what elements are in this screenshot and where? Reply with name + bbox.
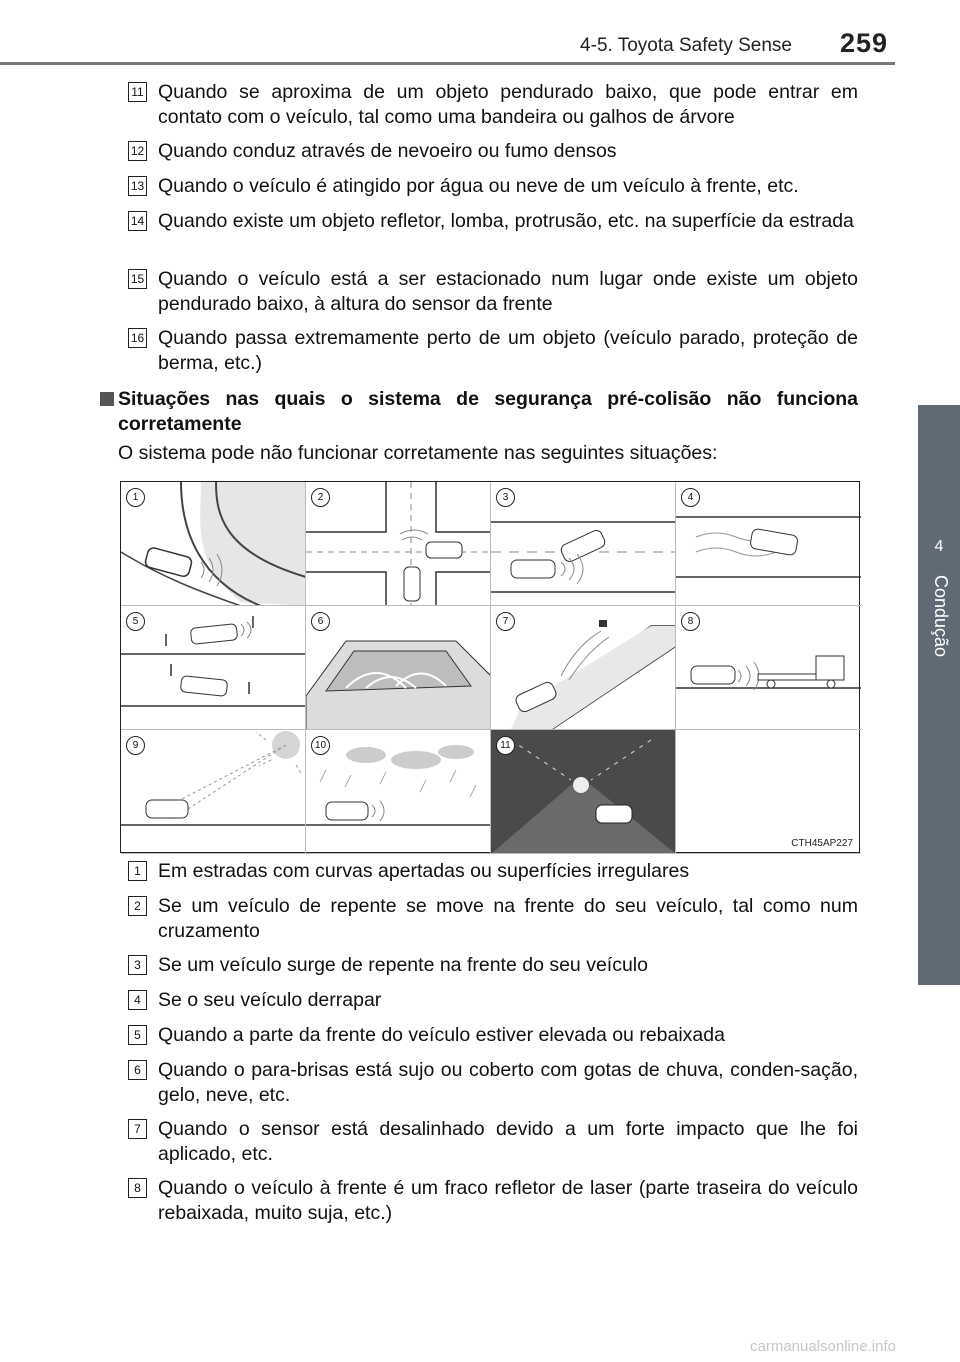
item-text: Quando se aproxima de um objeto pendurado baixo, que pode entrar em contato com o veículo, tal como uma bandeira ou galhos de árvore (158, 81, 858, 128)
panel-rain (306, 730, 491, 854)
item-number: 12 (128, 141, 147, 161)
item-number: 5 (128, 1025, 147, 1045)
item-text: Quando conduz através de nevoeiro ou fumo densos (158, 140, 617, 162)
item-text: Quando o veículo está a ser estacionado num lugar onde existe um objeto pendurado baixo, à altura do sensor da frente (158, 268, 858, 315)
panel-tunnel (491, 730, 676, 854)
panel-number: 11 (496, 736, 515, 755)
item-text: Se um veículo surge de repente na frente do seu veículo (158, 954, 648, 976)
list-item (128, 1058, 858, 1108)
list-item (128, 267, 858, 317)
item-text: Quando o veículo é atingido por água ou neve de um veículo à frente, etc. (158, 175, 799, 197)
item-number: 7 (128, 1119, 147, 1139)
list-item (128, 174, 858, 199)
chapter-label-wrap (923, 575, 955, 725)
panel-number: 6 (311, 612, 330, 631)
sharp-curve-illustration (121, 482, 306, 606)
panel-sun-glare (121, 730, 306, 854)
panel-number: 4 (681, 488, 700, 507)
square-bullet-icon (100, 392, 114, 406)
sensor-misaligned-illustration (491, 606, 676, 730)
section-heading (100, 387, 858, 437)
list-item (128, 1023, 858, 1048)
tunnel-illustration (491, 730, 676, 854)
list-item (128, 894, 858, 944)
item-number: 16 (128, 328, 147, 348)
page-number: 259 (839, 28, 888, 58)
skid-illustration (676, 482, 861, 606)
item-text: Se um veículo de repente se move na frente do seu veículo, tal como num cruzamento (158, 895, 858, 942)
panel-weak-reflector (676, 606, 861, 730)
chapter-label: Condução (931, 575, 951, 658)
panel-sharp-curve (121, 482, 306, 606)
panel-intersection (306, 482, 491, 606)
page-header (0, 22, 960, 62)
item-text: Quando o para-brisas está sujo ou coberto com gotas de chuva, conden-sação, gelo, neve, etc. (158, 1059, 858, 1106)
panel-number: 8 (681, 612, 700, 631)
weak-reflector-illustration (676, 606, 861, 730)
section-heading-text: Situações nas quais o sistema de segurança pré-colisão não funciona corretamente (118, 388, 858, 435)
rain-illustration (306, 730, 491, 854)
panel-cut-in (491, 482, 676, 606)
panel-front-raised (121, 606, 306, 730)
panel-number: 3 (496, 488, 515, 507)
watermark: carmanualsonline.info (750, 1338, 896, 1355)
section-intro: O sistema pode não funcionar corretamente nas seguintes situações: (118, 442, 718, 464)
list-item (128, 326, 858, 376)
item-text: Quando a parte da frente do veículo estiver elevada ou rebaixada (158, 1024, 725, 1046)
panel-number: 1 (126, 488, 145, 507)
section-title: 4-5. Toyota Safety Sense (580, 35, 792, 56)
list-item (128, 209, 858, 234)
item-number: 8 (128, 1178, 147, 1198)
list-item (128, 139, 858, 164)
header-rule (0, 62, 895, 65)
panel-number: 2 (311, 488, 330, 507)
panel-number: 10 (311, 736, 330, 755)
item-number: 13 (128, 176, 147, 196)
list-item (128, 80, 858, 130)
item-number: 2 (128, 896, 147, 916)
chapter-number: 4 (934, 538, 944, 555)
front-raised-illustration (121, 606, 306, 730)
list-item (128, 859, 858, 884)
item-number: 6 (128, 1060, 147, 1080)
panel-number: 9 (126, 736, 145, 755)
list-item (128, 953, 858, 978)
item-number: 1 (128, 861, 147, 881)
item-text: Quando o veículo à frente é um fraco refletor de laser (parte traseira do veículo rebaixada, muito suja, etc.) (158, 1177, 858, 1224)
panel-skid (676, 482, 861, 606)
list-item (128, 1176, 858, 1226)
item-number: 3 (128, 955, 147, 975)
item-text: Se o seu veículo derrapar (158, 989, 382, 1011)
panel-windshield (306, 606, 491, 730)
item-number: 4 (128, 990, 147, 1010)
windshield-illustration (306, 606, 491, 730)
list-item (128, 988, 858, 1013)
panel-number: 7 (496, 612, 515, 631)
illustration-figure (120, 481, 860, 853)
panel-number: 5 (126, 612, 145, 631)
list-item (128, 1117, 858, 1167)
sun-glare-illustration (121, 730, 306, 854)
figure-code: CTH45AP227 (791, 838, 853, 849)
panel-sensor-misaligned (491, 606, 676, 730)
cut-in-illustration (491, 482, 676, 606)
item-text: Em estradas com curvas apertadas ou superfícies irregulares (158, 860, 690, 882)
item-number: 14 (128, 211, 147, 231)
item-number: 15 (128, 269, 147, 289)
item-text: Quando existe um objeto refletor, lomba, protrusão, etc. na superfície da estrada (158, 210, 854, 232)
item-text: Quando o sensor está desalinhado devido a um forte impacto que lhe foi aplicado, etc. (158, 1118, 858, 1165)
item-text: Quando passa extremamente perto de um objeto (veículo parado, proteção de berma, etc.) (158, 327, 858, 374)
panel-empty (676, 730, 861, 854)
item-number: 11 (128, 82, 147, 102)
intersection-illustration (306, 482, 491, 606)
